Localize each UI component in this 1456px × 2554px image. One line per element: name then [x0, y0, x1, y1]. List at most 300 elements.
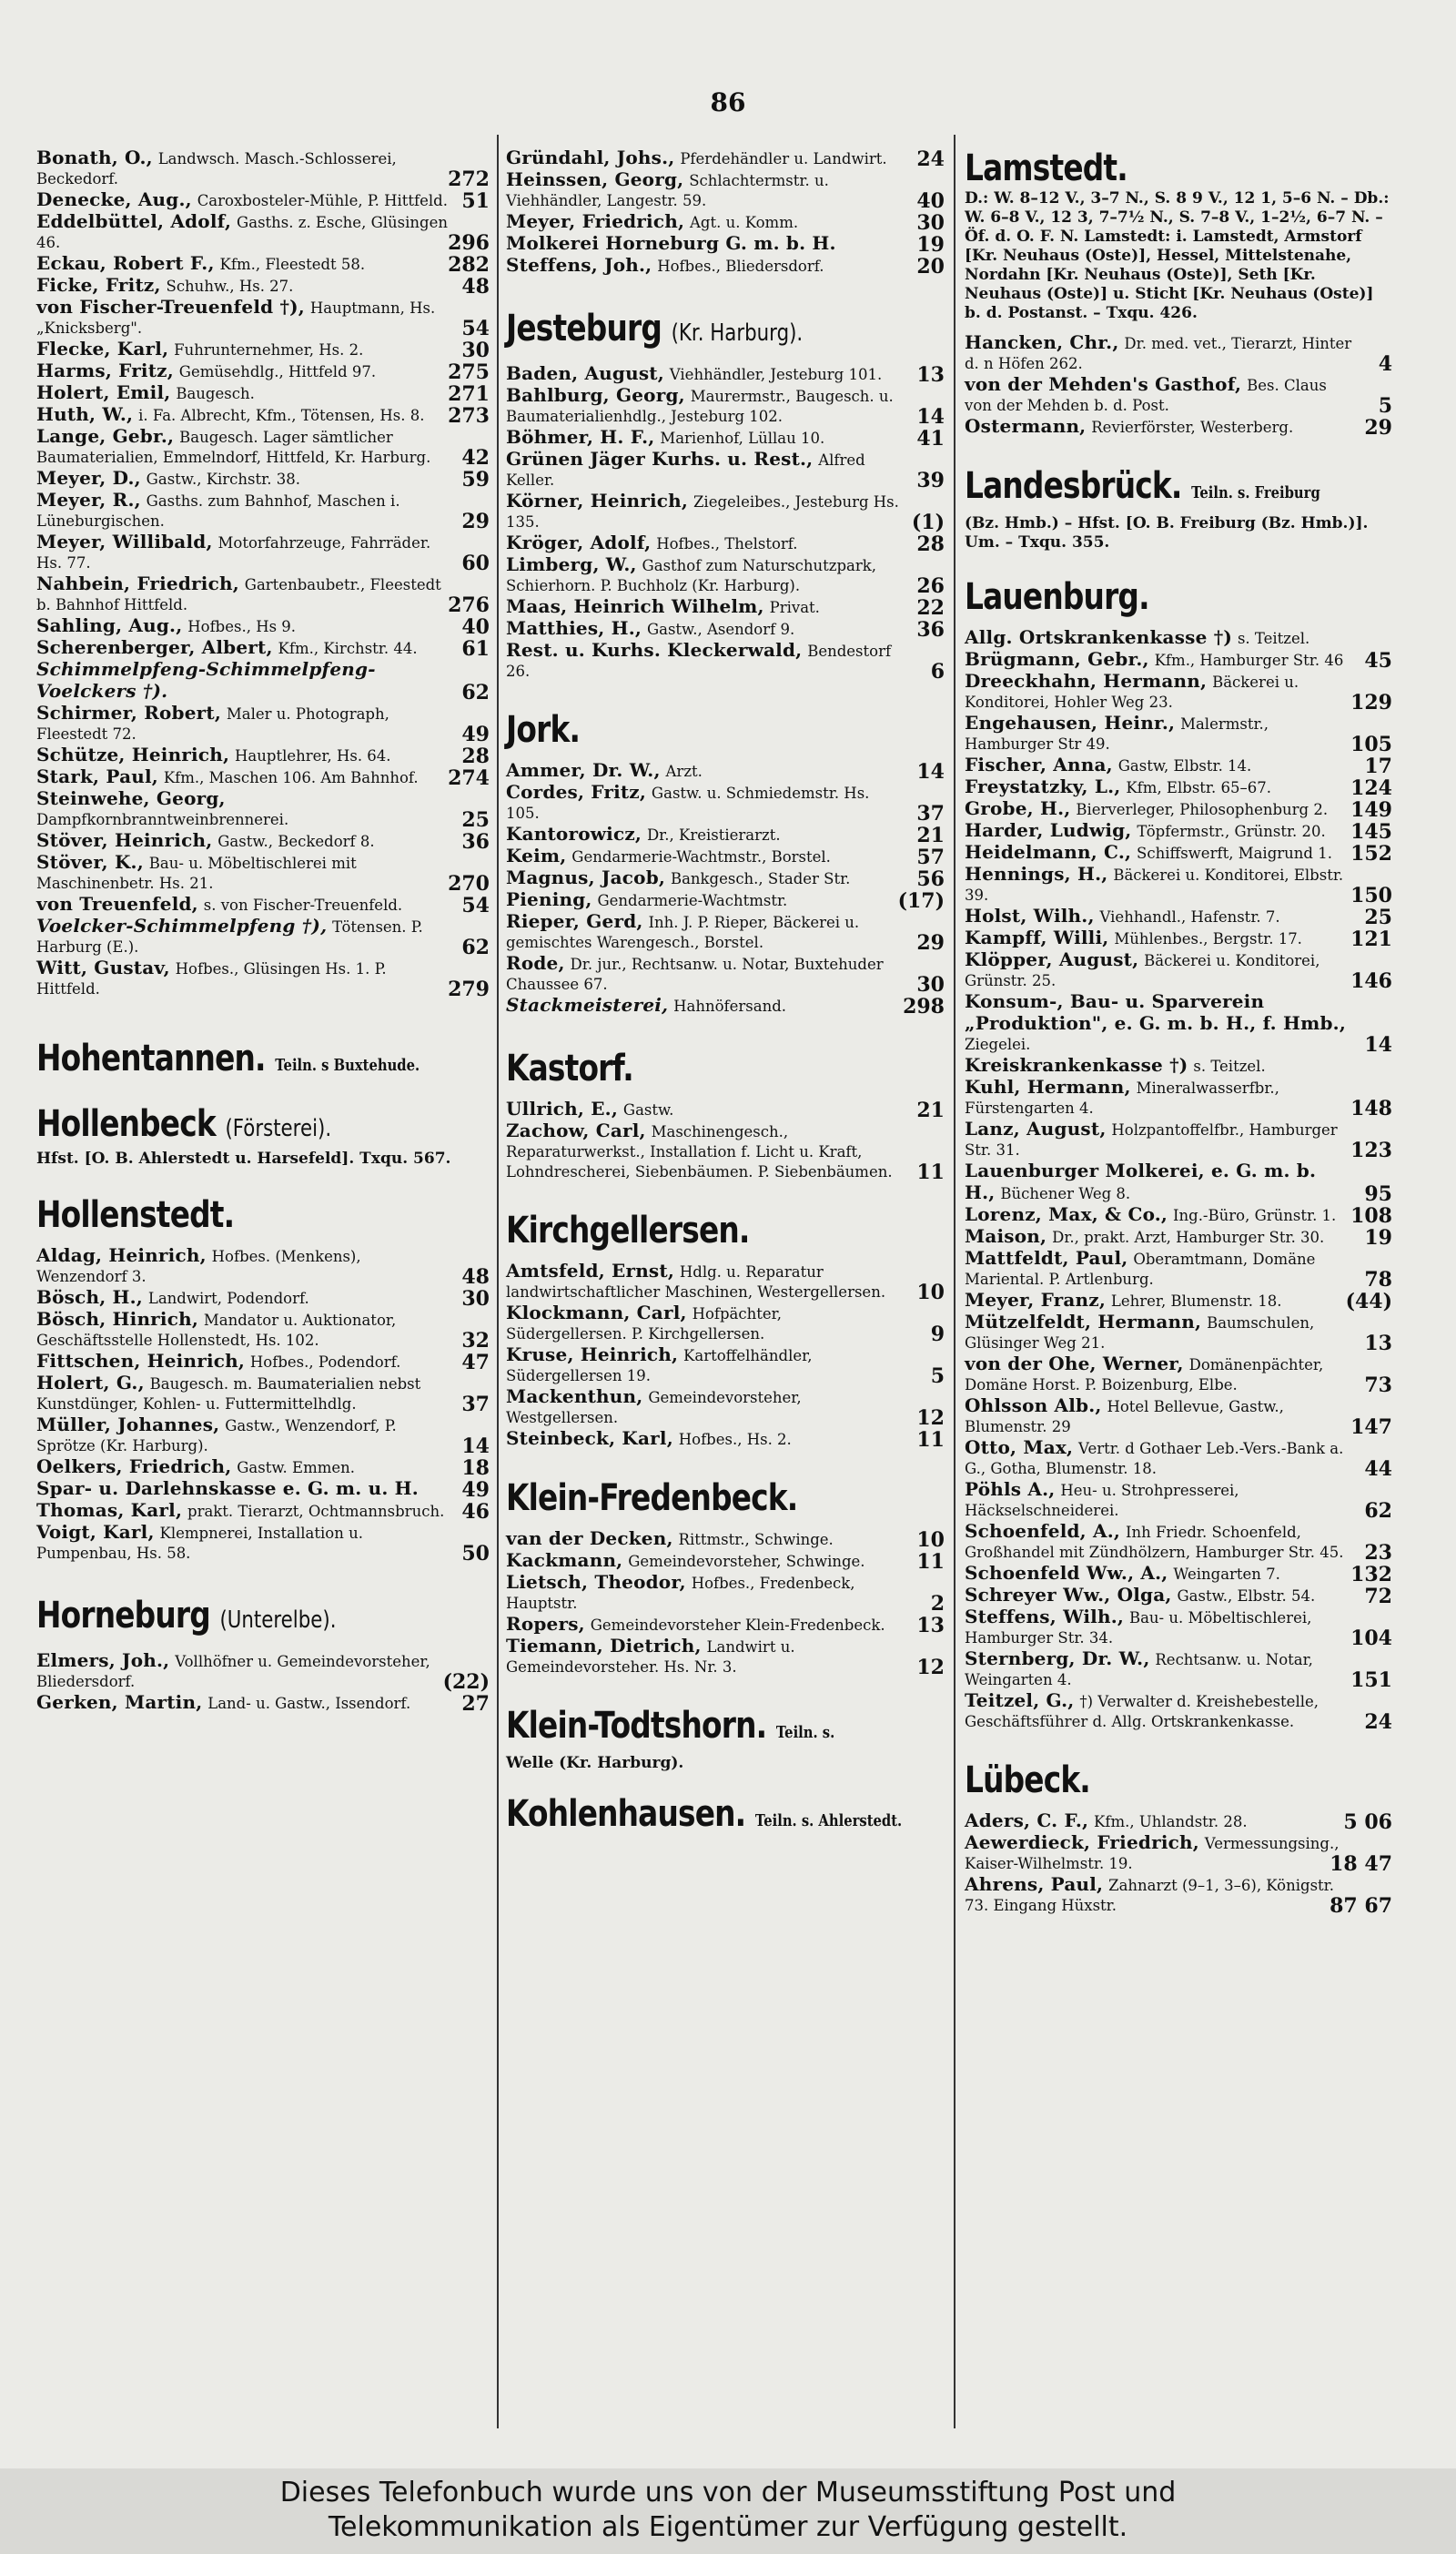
entry-name: Stöver, Heinrich,	[36, 829, 213, 851]
entry-name: Sternberg, Dr. W.,	[965, 1647, 1150, 1669]
entry-phone-number: 21	[916, 1099, 945, 1122]
directory-entry	[506, 596, 945, 618]
entry-phone-number: 19	[916, 233, 945, 257]
directory-entry	[965, 1395, 1392, 1437]
entry-name: Harms, Fritz,	[36, 360, 174, 381]
entry-description: Fuhrunternehmer, Hs. 2.	[174, 341, 364, 359]
entry-description: Bankgesch., Stader Str.	[670, 870, 851, 887]
entry-list	[506, 1099, 945, 1182]
section-hollenstedt	[36, 1194, 490, 1236]
entry-description: Privat.	[769, 599, 820, 616]
entry-name: Huth, W.,	[36, 403, 134, 425]
entry-name: Mützelfeldt, Hermann,	[965, 1311, 1202, 1333]
entry-description: Maschinengesch., Reparaturwerkst., Installation f. Licht u. Kraft, Lohndrescherei, Siebenbäumen. P. Siebenbäumen.	[506, 1123, 893, 1181]
entry-list	[506, 760, 945, 1017]
entry-list	[36, 1650, 490, 1714]
entry-description: Baugesch. Lager sämtlicher Baumaterialien, Emmelndorf, Hittfeld, Kr. Harburg.	[36, 429, 431, 466]
entry-phone-number: 129	[1350, 691, 1392, 715]
entry-description: Gendarmerie-Wachtmstr.	[597, 892, 788, 909]
section-title: Lamstedt.	[965, 147, 1127, 189]
entry-phone-number: (44)	[1345, 1290, 1392, 1313]
entry-phone-number: 11	[916, 1550, 945, 1574]
entry-name: Stackmeisterei,	[506, 994, 669, 1016]
entry-name: Freystatzky, L.,	[965, 775, 1121, 797]
entry-description: Lehrer, Blumenstr. 18.	[1110, 1292, 1282, 1310]
directory-entry	[965, 1690, 1392, 1732]
directory-entry	[36, 1522, 490, 1564]
entry-description: Land- u. Gastw., Issendorf.	[207, 1695, 411, 1712]
entry-phone-number: 30	[461, 339, 490, 362]
entry-phone-number: 56	[916, 867, 945, 891]
section-title: Kastorf.	[506, 1048, 633, 1090]
section-jork	[506, 709, 945, 751]
entry-name: Schoenfeld Ww., A.,	[965, 1562, 1168, 1584]
directory-entry	[36, 1692, 490, 1714]
entry-phone-number: 24	[1364, 1710, 1392, 1734]
entry-phone-number: 32	[461, 1329, 490, 1353]
entry-description: s. Teitzel.	[1237, 630, 1310, 647]
entry-phone-number: 10	[916, 1528, 945, 1552]
directory-entry	[506, 867, 945, 889]
entry-phone-number: 29	[461, 510, 490, 533]
entry-phone-number: 51	[461, 189, 490, 213]
entry-name: Meyer, Willibald,	[36, 531, 213, 552]
entry-description: Ing.-Büro, Grünstr. 1.	[1172, 1207, 1337, 1224]
section-title: Jork.	[506, 709, 581, 751]
entry-phone-number: 276	[448, 593, 490, 617]
directory-entry	[506, 147, 945, 169]
entry-name: Bonath, O.,	[36, 147, 153, 168]
entry-name: Rieper, Gerd,	[506, 910, 643, 932]
section-kastorf	[506, 1048, 945, 1090]
directory-entry	[36, 360, 490, 382]
entry-phone-number: 49	[461, 1478, 490, 1502]
entry-phone-number: 279	[448, 978, 490, 1001]
entry-phone-number: (1)	[911, 511, 945, 534]
entry-name: Elmers, Joh.,	[36, 1649, 170, 1671]
entry-phone-number: 123	[1350, 1139, 1392, 1162]
entry-name: Piening,	[506, 888, 592, 910]
directory-entry	[965, 1248, 1392, 1290]
entry-phone-number: 25	[1364, 906, 1392, 929]
entry-description: Heu- u. Strohpresserei, Häckselschneiderei.	[965, 1482, 1239, 1519]
directory-entry	[36, 490, 490, 532]
entry-phone-number: 152	[1350, 842, 1392, 866]
entry-description: Töpfermstr., Grünstr. 20.	[1137, 823, 1326, 840]
entry-phone-number: 27	[461, 1692, 490, 1716]
section-kirchgellersen	[506, 1210, 945, 1252]
entry-description: Tötensen. P. Harburg (E.).	[36, 918, 423, 956]
directory-entry	[506, 1428, 945, 1450]
entry-description: Dr., Kreistierarzt.	[646, 826, 781, 844]
entry-description: Inh Friedr. Schoenfeld, Großhandel mit Zündhölzern, Hamburger Str. 45.	[965, 1524, 1344, 1561]
directory-entry	[506, 1614, 945, 1636]
entry-name: Lauenburger Molkerei, e. G. m. b. H.,	[965, 1160, 1317, 1203]
entry-phone-number: 14	[1364, 1033, 1392, 1057]
entry-description: Gastw. u. Schmiedemstr. Hs. 105.	[506, 785, 870, 822]
entry-description: Bierverleger, Philosophenburg 2.	[1076, 801, 1329, 818]
directory-entry	[506, 233, 945, 255]
entry-phone-number: 124	[1350, 776, 1392, 800]
entry-name: Kreiskrankenkasse †)	[965, 1054, 1188, 1076]
entry-description: Hofbes. (Menkens), Wenzendorf 3.	[36, 1248, 361, 1285]
entry-phone-number: 50	[461, 1542, 490, 1566]
directory-entry	[506, 449, 945, 491]
entry-phone-number: 18 47	[1330, 1852, 1392, 1876]
entry-phone-number: 13	[916, 363, 945, 387]
entry-description: Mandator u. Auktionator, Geschäftsstelle Hollenstedt, Hs. 102.	[36, 1312, 397, 1349]
directory-entry	[36, 404, 490, 426]
entry-name: Kruse, Heinrich,	[506, 1343, 679, 1365]
directory-entry	[965, 416, 1392, 438]
column-1	[36, 147, 490, 1714]
entry-name: Witt, Gustav,	[36, 957, 170, 978]
entry-phone-number: 30	[916, 973, 945, 997]
directory-entry	[36, 382, 490, 404]
directory-entry	[506, 255, 945, 277]
section-title: Hollenstedt.	[36, 1194, 235, 1236]
entry-name: Rode,	[506, 952, 565, 974]
entry-phone-number: 28	[461, 745, 490, 768]
entry-name: Dreeckhahn, Hermann,	[965, 670, 1208, 692]
directory-entry	[965, 1437, 1392, 1479]
entry-description: Arzt.	[665, 763, 703, 780]
directory-entry	[36, 1287, 490, 1309]
entry-phone-number: 22	[916, 596, 945, 620]
section-klein-todtshorn	[506, 1705, 945, 1773]
entry-phone-number: 48	[461, 1265, 490, 1289]
entry-description: s. Teitzel.	[1193, 1058, 1266, 1075]
entry-name: Meyer, R.,	[36, 489, 141, 511]
entry-name: Böhmer, H. F.,	[506, 426, 655, 448]
entry-description: Bäckerei u. Konditorei, Grünstr. 25.	[965, 952, 1320, 989]
entry-description: Hofbes., Bliedersdorf.	[657, 258, 824, 275]
entry-name: Kackmann,	[506, 1549, 623, 1571]
directory-entry	[506, 889, 945, 911]
directory-entry	[965, 1832, 1392, 1874]
entry-description: Baugesch.	[176, 385, 255, 402]
entry-phone-number: 23	[1364, 1541, 1392, 1565]
directory-entry	[965, 649, 1392, 671]
entry-name: Ficke, Fritz,	[36, 274, 161, 296]
directory-entry	[965, 1563, 1392, 1585]
entry-description: Kartoffelhändler, Südergellersen 19.	[506, 1347, 813, 1384]
entry-phone-number: 73	[1364, 1373, 1392, 1397]
entry-name: Allg. Ortskrankenkasse †)	[965, 626, 1233, 648]
entry-name: Kantorowicz,	[506, 823, 642, 845]
entry-description: Ziegelei.	[965, 1036, 1031, 1053]
section-title: Lauenburg.	[965, 576, 1149, 618]
entry-name: Klockmann, Carl,	[506, 1302, 687, 1323]
entry-description: Hotel Bellevue, Gastw., Blumenstr. 29	[965, 1398, 1284, 1435]
directory-entry	[36, 532, 490, 573]
directory-entry	[965, 864, 1392, 906]
entry-phone-number: 48	[461, 275, 490, 299]
page-number: 86	[710, 87, 746, 117]
entry-description: Bau- u. Möbeltischlerei mit Maschinenbetr. Hs. 21.	[36, 855, 357, 892]
directory-entry	[36, 275, 490, 297]
directory-entry	[965, 991, 1392, 1055]
directory-entry	[36, 211, 490, 253]
entry-list	[506, 147, 945, 277]
entry-name: Ostermann,	[965, 415, 1087, 437]
section-luebeck	[965, 1759, 1392, 1801]
directory-entry	[506, 1302, 945, 1344]
entry-description: Revierförster, Westerberg.	[1091, 419, 1294, 436]
entry-phone-number: 270	[448, 872, 490, 896]
entry-name: Bösch, H.,	[36, 1286, 143, 1308]
entry-phone-number: 40	[461, 615, 490, 639]
section-title: Kohlenhausen. Teiln. s. Ahlerstedt.	[506, 1793, 903, 1835]
entry-phone-number: 61	[461, 637, 490, 661]
entry-name: Schimmelpfeng-Schimmelpfeng-Voelckers †).	[36, 658, 376, 702]
entry-phone-number: 145	[1350, 820, 1392, 844]
section-title: Jesteburg (Kr. Harburg).	[506, 308, 804, 350]
directory-entry	[506, 995, 945, 1017]
directory-entry	[506, 846, 945, 867]
entry-name: von der Mehden's Gasthof,	[965, 373, 1242, 395]
entry-description: Büchener Weg 8.	[1000, 1185, 1131, 1202]
directory-entry	[965, 1353, 1392, 1395]
entry-phone-number: 282	[448, 253, 490, 277]
directory-entry	[965, 374, 1392, 416]
entry-description: Schiffswerft, Maigrund 1.	[1137, 845, 1332, 862]
directory-entry	[36, 703, 490, 745]
entry-phone-number: 14	[461, 1434, 490, 1458]
entry-description: Pferdehändler u. Landwirt.	[680, 150, 887, 167]
entry-name: Nahbein, Friedrich,	[36, 573, 239, 594]
entry-name: Scherenberger, Albert,	[36, 636, 273, 658]
directory-entry	[965, 332, 1392, 374]
directory-entry	[506, 169, 945, 211]
entry-description: Gastw., Beckedorf 8.	[217, 833, 375, 850]
entry-phone-number: 29	[916, 931, 945, 955]
entry-phone-number: 95	[1364, 1182, 1392, 1206]
entry-description: Bes. Claus von der Mehden b. d. Post.	[965, 377, 1327, 414]
entry-name: Ohlsson Alb.,	[965, 1394, 1102, 1416]
entry-name: Rest. u. Kurhs. Kleckerwald,	[506, 639, 803, 661]
directory-entry	[965, 1585, 1392, 1606]
directory-entry	[36, 659, 490, 703]
entry-description: Zahnarzt (9–1, 3–6), Königstr. 73. Eingang Hüxstr.	[965, 1877, 1335, 1914]
entry-description: Gemüsehdlg., Hittfeld 97.	[178, 363, 377, 380]
entry-description: Domänenpächter, Domäne Horst. P. Boizenburg, Elbe.	[965, 1356, 1324, 1394]
entry-description: Malermstr., Hamburger Str 49.	[965, 715, 1269, 753]
entry-name: Kuhl, Hermann,	[965, 1076, 1131, 1098]
entry-list	[965, 1810, 1392, 1916]
directory-entry	[506, 532, 945, 554]
entry-phone-number: 30	[916, 211, 945, 235]
entry-phone-number: 148	[1350, 1097, 1392, 1120]
entry-phone-number: 45	[1364, 649, 1392, 673]
entry-description: Motorfahrzeuge, Fahrräder. Hs. 77.	[36, 534, 431, 572]
directory-entry	[506, 1099, 945, 1120]
entry-phone-number: 62	[461, 936, 490, 959]
entry-phone-number: 11	[916, 1160, 945, 1184]
entry-phone-number: 44	[1364, 1457, 1392, 1481]
section-hohentannen	[36, 1038, 490, 1087]
directory-entry	[36, 468, 490, 490]
section-title: Horneburg (Unterelbe).	[36, 1595, 337, 1637]
directory-entry	[965, 798, 1392, 820]
directory-entry	[36, 766, 490, 788]
entry-name: von Treuenfeld,	[36, 893, 198, 915]
section-lamstedt	[965, 147, 1392, 323]
directory-entry	[36, 297, 490, 339]
directory-entry	[965, 755, 1392, 776]
entry-name: Voigt, Karl,	[36, 1521, 155, 1543]
entry-phone-number: 72	[1364, 1585, 1392, 1608]
entry-name: Pöhls A.,	[965, 1478, 1056, 1500]
entry-phone-number: 275	[448, 360, 490, 384]
entry-description: Gastw., Kirchstr. 38.	[146, 471, 300, 488]
directory-entry	[506, 1550, 945, 1572]
directory-entry	[965, 1055, 1392, 1077]
directory-entry	[36, 147, 490, 189]
entry-phone-number: 105	[1350, 733, 1392, 756]
entry-name: Lorenz, Max, & Co.,	[965, 1203, 1168, 1225]
entry-description: Gemeindevorsteher, Westgellersen.	[506, 1389, 802, 1426]
entry-name: Holert, Emil,	[36, 381, 171, 403]
directory-entry	[965, 1874, 1392, 1916]
entry-name: Tiemann, Dietrich,	[506, 1635, 702, 1657]
entry-description: Viehhändler, Jesteburg 101.	[669, 366, 883, 383]
directory-entry	[506, 1572, 945, 1614]
entry-name: Engehausen, Heinr.,	[965, 712, 1176, 734]
directory-entry	[965, 1204, 1392, 1226]
entry-name: Heidelmann, C.,	[965, 841, 1132, 863]
directory-entry	[36, 1309, 490, 1351]
entry-name: Aewerdieck, Friedrich,	[965, 1831, 1199, 1853]
entry-description: Gemeindevorsteher Klein-Fredenbeck.	[590, 1617, 885, 1634]
section-title: Lübeck.	[965, 1759, 1090, 1801]
entry-phone-number: 29	[1364, 416, 1392, 440]
entry-name: Ropers,	[506, 1613, 585, 1635]
directory-entry	[36, 852, 490, 894]
entry-name: Brügmann, Gebr.,	[965, 648, 1149, 670]
directory-entry	[506, 760, 945, 782]
entry-name: Flecke, Karl,	[36, 338, 169, 360]
directory-entry	[506, 953, 945, 995]
directory-entry	[506, 1386, 945, 1428]
entry-description: Holzpantoffelfbr., Hamburger Str. 31.	[965, 1121, 1338, 1159]
directory-entry	[36, 958, 490, 999]
directory-entry	[506, 618, 945, 640]
entry-name: Steffens, Joh.,	[506, 254, 652, 276]
entry-description: Alfred Keller.	[506, 451, 865, 489]
section-title: Hollenbeck (Försterei).	[36, 1103, 332, 1145]
entry-name: Eddelbüttel, Adolf,	[36, 210, 232, 232]
directory-entry	[506, 640, 945, 682]
entry-phone-number: 13	[1364, 1332, 1392, 1355]
entry-phone-number: 6	[930, 660, 945, 684]
entry-phone-number: 14	[916, 760, 945, 784]
directory-entry	[506, 385, 945, 427]
entry-phone-number: 147	[1350, 1415, 1392, 1439]
entry-name: Spar- u. Darlehnskasse e. G. m. u. H.	[36, 1477, 419, 1499]
entry-phone-number: 60	[461, 552, 490, 575]
entry-name: Sahling, Aug.,	[36, 614, 183, 636]
entry-name: Meyer, Friedrich,	[506, 210, 685, 232]
entry-description: Gasths. z. Esche, Glüsingen 46.	[36, 214, 448, 251]
entry-name: Steffens, Wilh.,	[965, 1606, 1125, 1627]
entry-name: Schirmer, Robert,	[36, 702, 221, 724]
entry-description: Gastw., Elbstr. 54.	[1177, 1587, 1316, 1605]
entry-phone-number: 17	[1364, 755, 1392, 778]
entry-phone-number: 28	[916, 532, 945, 556]
directory-entry	[36, 1478, 490, 1500]
entry-description: Gastw., Wenzendorf, P. Sprötze (Kr. Harburg).	[36, 1417, 397, 1454]
entry-name: Teitzel, G.,	[965, 1689, 1075, 1711]
entry-description: Hofbes., Hs. 2.	[678, 1431, 792, 1448]
entry-phone-number: 54	[461, 317, 490, 340]
entry-description: Bäckerei u. Konditorei, Hohler Weg 23.	[965, 674, 1299, 711]
entry-phone-number: (22)	[442, 1670, 490, 1694]
entry-phone-number: 5	[1378, 394, 1392, 418]
entry-description: s. von Fischer-Treuenfeld.	[203, 897, 403, 914]
entry-description: Gasths. zum Bahnhof, Maschen i. Lüneburgischen.	[36, 492, 400, 530]
directory-entry	[965, 1606, 1392, 1648]
section-landesbrueck	[965, 465, 1392, 552]
entry-phone-number: 21	[916, 824, 945, 847]
directory-entry	[965, 1521, 1392, 1563]
directory-entry	[36, 339, 490, 360]
entry-phone-number: 37	[461, 1393, 490, 1416]
entry-name: Kampff, Willi,	[965, 927, 1109, 948]
entry-phone-number: 40	[916, 189, 945, 213]
entry-description: Gemeindevorsteher, Schwinge.	[628, 1553, 865, 1570]
footer-line-1: Dieses Telefonbuch wurde uns von der Museumsstiftung Post und	[279, 2477, 1177, 2508]
entry-name: Baden, August,	[506, 362, 664, 384]
column-3	[965, 147, 1392, 1916]
entry-name: Steinbeck, Karl,	[506, 1427, 673, 1449]
entry-phone-number: 37	[916, 802, 945, 826]
entry-phone-number: 47	[461, 1351, 490, 1374]
entry-name: Gerken, Martin,	[36, 1691, 203, 1713]
directory-entry	[506, 824, 945, 846]
entry-description: Gendarmerie-Wachtmstr., Borstel.	[571, 848, 831, 866]
directory-entry	[506, 1636, 945, 1677]
entry-description: Klempnerei, Installation u. Pumpenbau, Hs. 58.	[36, 1525, 363, 1562]
directory-entry	[965, 1648, 1392, 1690]
entry-name: Thomas, Karl,	[36, 1499, 183, 1521]
entry-phone-number: 5	[930, 1364, 945, 1388]
entry-name: Aldag, Heinrich,	[36, 1244, 207, 1266]
section-info: Welle (Kr. Harburg).	[506, 1754, 684, 1772]
entry-phone-number: 18	[461, 1456, 490, 1480]
entry-phone-number: 10	[916, 1281, 945, 1304]
entry-name: Meyer, D.,	[36, 467, 141, 489]
entry-description: †) Verwalter d. Kreishebestelle, Geschäftsführer d. Allg. Ortskrankenkasse.	[965, 1693, 1320, 1730]
directory-entry	[506, 363, 945, 385]
section-title: Klein-Fredenbeck.	[506, 1477, 798, 1519]
entry-description: Vollhöfner u. Gemeindevorsteher, Bliedersdorf.	[36, 1653, 430, 1690]
entry-name: Grobe, H.,	[965, 797, 1071, 819]
entry-phone-number: 87 67	[1330, 1894, 1392, 1918]
entry-description: Ziegeleibes., Jesteburg Hs. 135.	[506, 493, 899, 531]
directory-entry	[965, 713, 1392, 755]
directory-entry	[506, 1120, 945, 1182]
section-title: Kirchgellersen.	[506, 1210, 750, 1252]
entry-phone-number: 12	[916, 1406, 945, 1430]
entry-name: Lanz, August,	[965, 1118, 1107, 1140]
entry-name: Magnus, Jacob,	[506, 867, 666, 888]
directory-entry	[965, 820, 1392, 842]
entry-phone-number: 146	[1350, 969, 1392, 993]
directory-entry	[506, 554, 945, 596]
entry-phone-number: 42	[461, 446, 490, 470]
directory-entry	[36, 189, 490, 211]
